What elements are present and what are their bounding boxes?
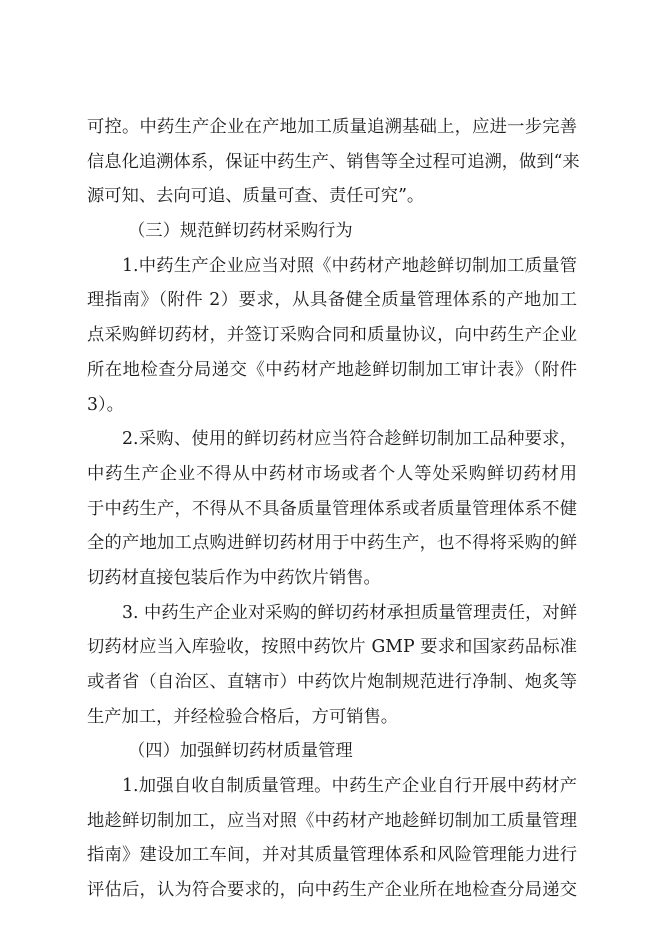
text-line: 中药生产企业不得从中药材市场或者个人等处采购鲜切药材用: [87, 463, 577, 484]
text-line: 指南》建设加工车间，并对其质量管理体系和风险管理能力进行: [87, 845, 577, 866]
text-line: 3）。: [87, 394, 124, 415]
text-line: 切药材应当入库验收，按照中药饮片 GMP 要求和国家药品标准: [87, 637, 577, 658]
text-line: 生产加工，并经检验合格后，方可销售。: [87, 706, 399, 727]
text-line: 或者省（自治区、直辖市）中药饮片炮制规范进行净制、炮炙等: [87, 672, 577, 692]
text-line: 切药材直接包装后作为中药饮片销售。: [87, 567, 381, 588]
document-page: [87, 110, 580, 908]
text-line: 理指南》（附件 2）要求，从具备健全质量管理体系的产地加工: [87, 290, 577, 311]
text-line: 信息化追溯体系，保证中药生产、销售等全过程可追溯，做到“来: [87, 151, 580, 172]
text-line: 3. 中药生产企业对采购的鲜切药材承担质量管理责任，对鲜: [122, 602, 577, 623]
section-heading-3: （三）规范鲜切药材采购行为: [128, 221, 353, 242]
text-line: 所在地检查分局递交《中药材产地趁鲜切制加工审计表》（附件: [87, 359, 577, 380]
text-line: 2.采购、使用的鲜切药材应当符合趁鲜切制加工品种要求，: [122, 429, 577, 450]
section-heading-4: （四）加强鲜切药材质量管理: [128, 741, 353, 762]
text-line: 可控。中药生产企业在产地加工质量追溯基础上，应进一步完善: [87, 117, 577, 137]
text-line: 点采购鲜切药材，并签订采购合同和质量协议，向中药生产企业: [87, 325, 577, 346]
text-line: 于中药生产，不得从不具备质量管理体系或者质量管理体系不健: [87, 498, 577, 519]
text-line: 1.中药生产企业应当对照《中药材产地趁鲜切制加工质量管: [122, 255, 577, 276]
text-line: 1.加强自收自制质量管理。中药生产企业自行开展中药材产: [122, 776, 577, 797]
text-line: 评估后，认为符合要求的，向中药生产企业所在地检查分局递交: [87, 880, 577, 901]
text-line: 地趁鲜切制加工，应当对照《中药材产地趁鲜切制加工质量管理: [87, 810, 577, 831]
text-line: 源可知、去向可追、质量可查、责任可究”。: [87, 186, 425, 207]
text-line: 全的产地加工点购进鲜切药材用于中药生产，也不得将采购的鲜: [87, 533, 577, 554]
